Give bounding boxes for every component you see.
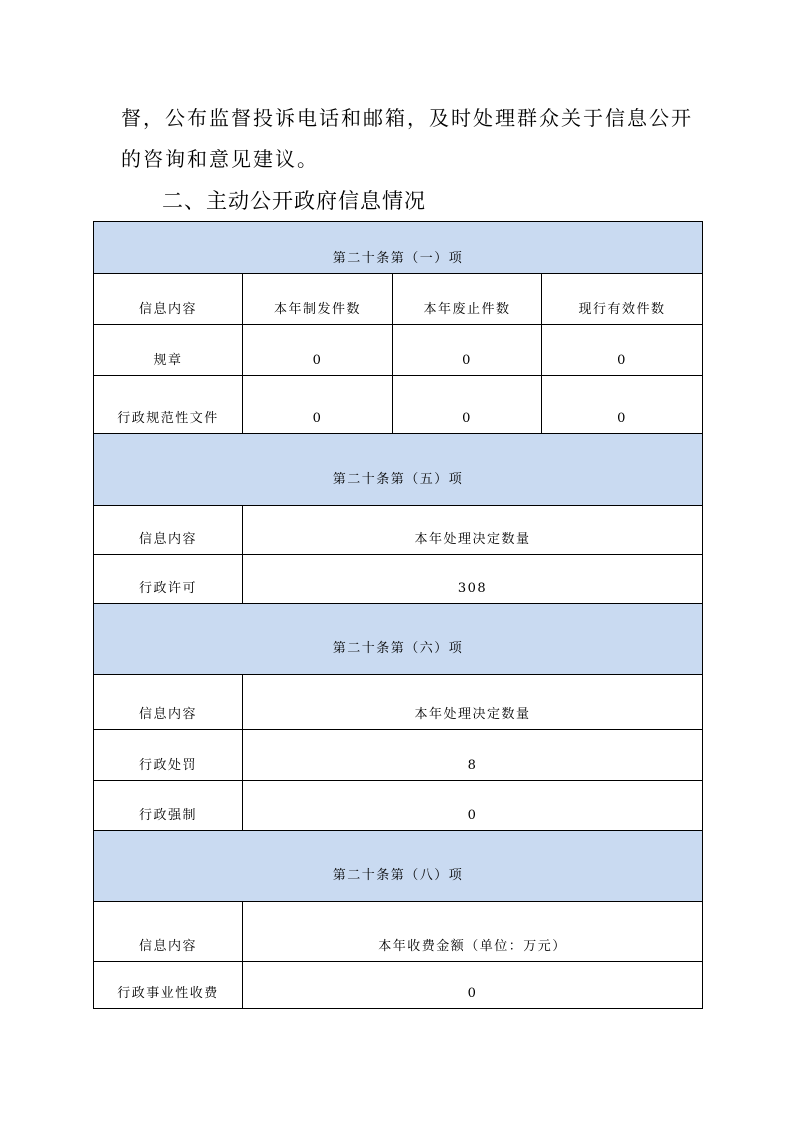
info-disclosure-table <box>93 221 703 1009</box>
row-label: 规章 <box>94 325 243 376</box>
table-row <box>94 730 703 781</box>
row-value: 0 <box>243 376 393 434</box>
table-row <box>94 781 703 831</box>
section-row-6 <box>94 604 703 675</box>
intro-line-2: 的咨询和意见建议。 <box>121 147 319 171</box>
row-value: 0 <box>243 781 703 831</box>
row-value: 0 <box>393 325 542 376</box>
section-title-8: 第二十条第（八）项 <box>94 831 703 902</box>
header-row-1 <box>94 274 703 325</box>
row-value: 308 <box>243 555 703 604</box>
header-cell: 本年制发件数 <box>243 274 393 325</box>
row-value: 0 <box>243 325 393 376</box>
header-cell: 本年处理决定数量 <box>243 506 703 555</box>
table-row <box>94 962 703 1009</box>
header-cell: 本年收费金额（单位：万元） <box>243 902 703 962</box>
intro-line-1: 督，公布监督投诉电话和邮箱，及时处理群众关于信息公开 <box>121 106 693 130</box>
row-value: 8 <box>243 730 703 781</box>
header-cell: 本年处理决定数量 <box>243 675 703 730</box>
header-cell: 信息内容 <box>94 902 243 962</box>
row-label: 行政规范性文件 <box>94 376 243 434</box>
table-row <box>94 376 703 434</box>
header-cell: 现行有效件数 <box>542 274 703 325</box>
row-label: 行政许可 <box>94 555 243 604</box>
row-label: 行政强制 <box>94 781 243 831</box>
table-row <box>94 555 703 604</box>
header-cell: 信息内容 <box>94 274 243 325</box>
row-label: 行政事业性收费 <box>94 962 243 1009</box>
table-row <box>94 325 703 376</box>
section-title-5: 第二十条第（五）项 <box>94 434 703 506</box>
header-cell: 信息内容 <box>94 506 243 555</box>
section-title-1: 第二十条第（一）项 <box>94 222 703 274</box>
row-value: 0 <box>243 962 703 1009</box>
section-row-1 <box>94 222 703 274</box>
section-row-5 <box>94 434 703 506</box>
header-row-8 <box>94 902 703 962</box>
section-row-8 <box>94 831 703 902</box>
header-row-5 <box>94 506 703 555</box>
row-value: 0 <box>542 376 703 434</box>
row-label: 行政处罚 <box>94 730 243 781</box>
row-value: 0 <box>542 325 703 376</box>
row-value: 0 <box>393 376 542 434</box>
header-cell: 本年废止件数 <box>393 274 542 325</box>
section-heading: 二、主动公开政府信息情况 <box>162 189 426 213</box>
section-title-6: 第二十条第（六）项 <box>94 604 703 675</box>
header-row-6 <box>94 675 703 730</box>
header-cell: 信息内容 <box>94 675 243 730</box>
